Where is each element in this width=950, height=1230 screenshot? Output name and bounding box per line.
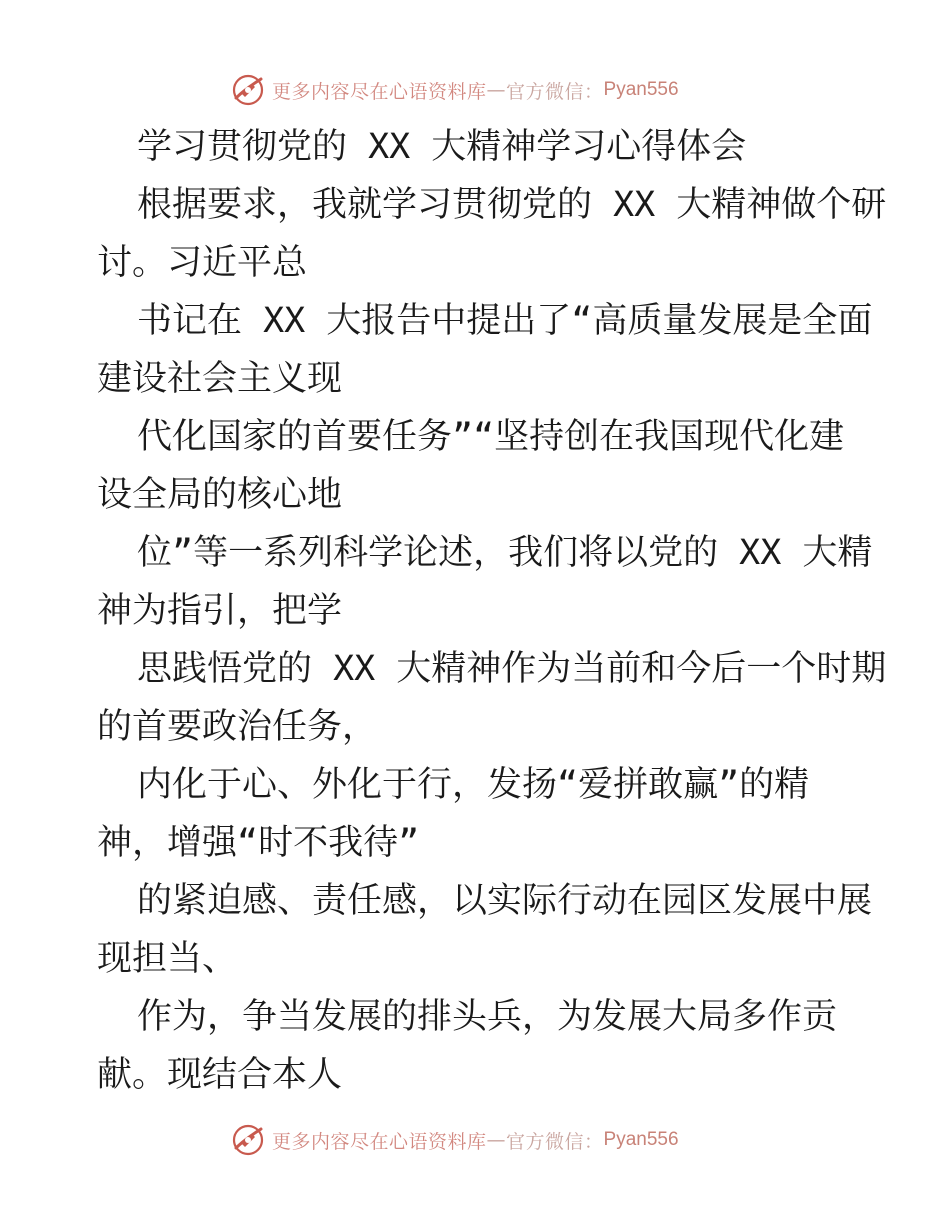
text-line: 书记在 XX 大报告中提出了“高质量发展是全面 (137, 301, 873, 341)
text-line: 献。现结合本人 (97, 1055, 343, 1095)
footer-banner (230, 1120, 730, 1160)
text-line: 的紧迫感、责任感，以实际行动在园区发展中展 (137, 881, 873, 921)
text-line: 神为指引，把学 (97, 591, 343, 631)
text-line: 现担当、 (97, 939, 238, 979)
text-line: 神，增强“时不我待” (97, 823, 420, 863)
text-line: 位”等一系列科学论述，我们将以党的 XX 大精 (137, 533, 873, 573)
text-line: 设全局的核心地 (97, 475, 343, 515)
banner-wechat-label: 官方微信： (506, 1130, 604, 1153)
text-line: 根据要求，我就学习贯彻党的 XX 大精神做个研 (137, 185, 887, 225)
document-body (97, 118, 887, 1104)
text-line: 内化于心、外化于行，发扬“爱拼敢赢”的精 (137, 765, 810, 805)
text-line: 建设社会主义现 (97, 359, 343, 399)
document-title: 学习贯彻党的 XX 大精神学习心得体会 (137, 127, 747, 167)
banner-text: 更多内容尽在心语资料库 (272, 80, 487, 103)
pen-circle-logo-icon (230, 1122, 266, 1158)
banner-wechat-id: Pyan556 (603, 1129, 679, 1150)
header-banner (230, 70, 730, 110)
text-line: 代化国家的首要任务”“坚持创在我国现代化建 (137, 417, 845, 457)
text-line: 思践悟党的 XX 大精神作为当前和今后一个时期 (137, 649, 887, 689)
pen-circle-logo-icon (230, 72, 266, 108)
banner-dash: — (486, 79, 507, 101)
text-line: 讨。习近平总 (97, 243, 308, 283)
banner-dash: — (486, 1129, 507, 1151)
text-line: 作为，争当发展的排头兵，为发展大局多作贡 (137, 997, 838, 1037)
banner-wechat-id: Pyan556 (603, 79, 679, 100)
banner-text: 更多内容尽在心语资料库 (272, 1130, 487, 1153)
text-line: 的首要政治任务， (97, 707, 378, 747)
banner-wechat-label: 官方微信： (506, 80, 604, 103)
